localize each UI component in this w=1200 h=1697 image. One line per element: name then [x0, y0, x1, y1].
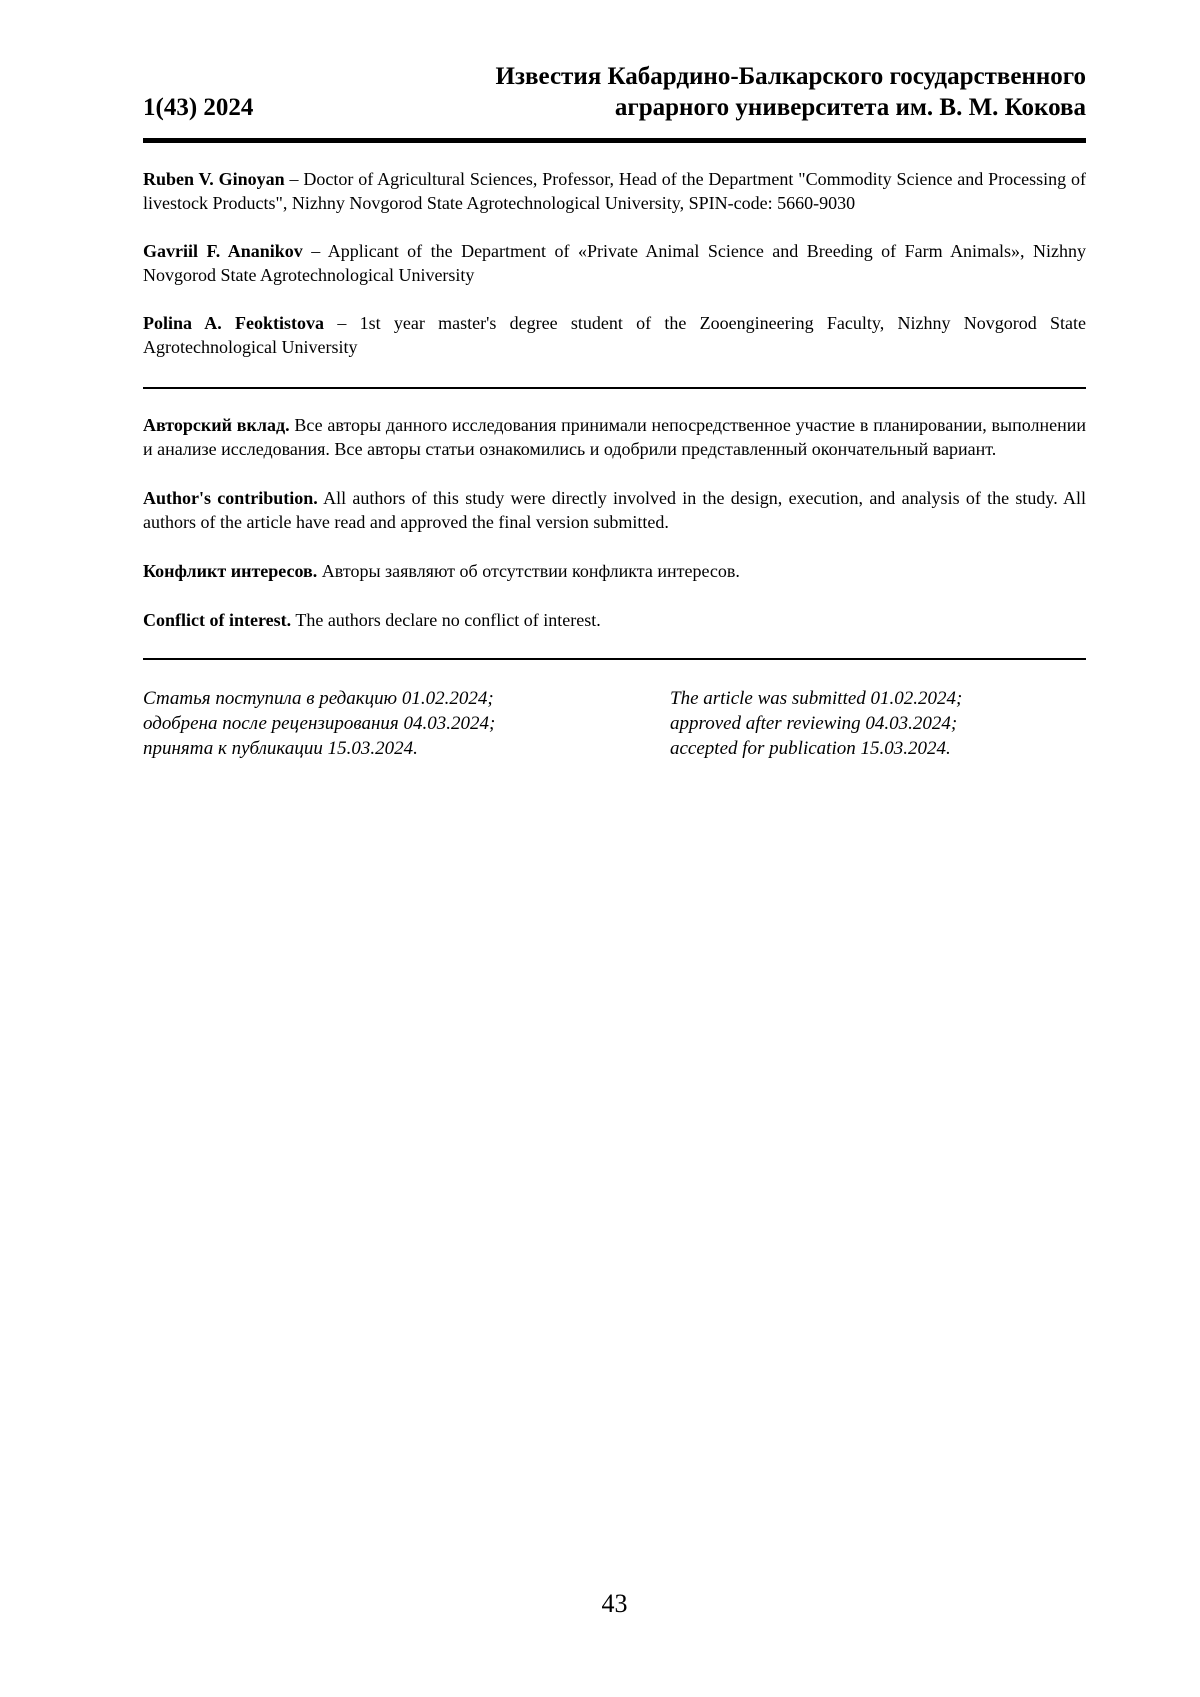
page-content	[0, 0, 1200, 761]
contribution-en-label: Author's contribution.	[143, 488, 318, 508]
contribution-en-text: All authors of this study were directly involved in the design, execution, and analysis of the study. All authors of the article have read and approved the final version submitted.	[143, 488, 1087, 532]
author-description: – Doctor of Agricultural Sciences, Professor, Head of the Department "Commodity Science and Processing of livestock Products", Nizhny Novgorod State Agrotechnological University, SPIN-code: 5660-9030	[143, 169, 1086, 213]
date-line: approved after reviewing 04.03.2024;	[670, 713, 958, 734]
submission-dates	[143, 686, 1086, 761]
authors-section	[143, 167, 1086, 359]
author-entry	[143, 167, 1086, 215]
conflict-en	[143, 608, 1086, 632]
date-line: одобрена после рецензирования 04.03.2024;	[143, 713, 496, 734]
date-line: accepted for publication 15.03.2024.	[670, 738, 951, 759]
header-divider	[143, 138, 1086, 143]
author-name: Gavriil F. Ananikov	[143, 241, 303, 261]
journal-title-line1: Известия Кабардино-Балкарского государственного	[495, 63, 1086, 90]
date-line: Статья поступила в редакцию 01.02.2024;	[143, 688, 494, 709]
author-description: – 1st year master's degree student of the Zooengineering Faculty, Nizhny Novgorod State Agrotechnological University	[143, 313, 1086, 357]
submission-dates-ru	[143, 686, 670, 761]
page-number: 43	[601, 1589, 628, 1618]
date-line: принята к публикации 15.03.2024.	[143, 738, 418, 759]
journal-title-line2: аграрного университета им. В. М. Кокова	[614, 94, 1086, 121]
journal-title	[496, 61, 1086, 123]
running-header	[143, 61, 1086, 123]
section-divider	[143, 387, 1086, 389]
conflict-ru	[143, 559, 1086, 583]
issue-number: 1(43) 2024	[143, 94, 254, 121]
author-entry	[143, 239, 1086, 287]
author-description: – Applicant of the Department of «Private Animal Science and Breeding of Farm Animals», Nizhny Novgorod State Agrotechnological University	[143, 241, 1087, 285]
section-divider	[143, 658, 1086, 660]
conflict-en-text: The authors declare no conflict of interest.	[295, 610, 601, 630]
contribution-ru-label: Авторский вклад.	[143, 415, 290, 435]
contribution-en	[143, 486, 1086, 534]
conflict-ru-label: Конфликт интересов.	[143, 561, 318, 581]
contribution-section	[143, 413, 1086, 632]
author-entry	[143, 311, 1086, 359]
submission-dates-en	[670, 686, 1086, 761]
author-name: Ruben V. Ginoyan	[143, 169, 285, 189]
conflict-ru-text: Авторы заявляют об отсутствии конфликта интересов.	[321, 561, 740, 581]
contribution-ru	[143, 413, 1086, 461]
contribution-ru-text: Все авторы данного исследования принимали непосредственное участие в планировании, выполнении и анализе исследования. Все авторы статьи ознакомились и одобрили представленный окончательный вариант.	[143, 415, 1086, 459]
author-name: Polina A. Feoktistova	[143, 313, 325, 333]
date-line: The article was submitted 01.02.2024;	[670, 688, 963, 709]
conflict-en-label: Conflict of interest.	[143, 610, 292, 630]
